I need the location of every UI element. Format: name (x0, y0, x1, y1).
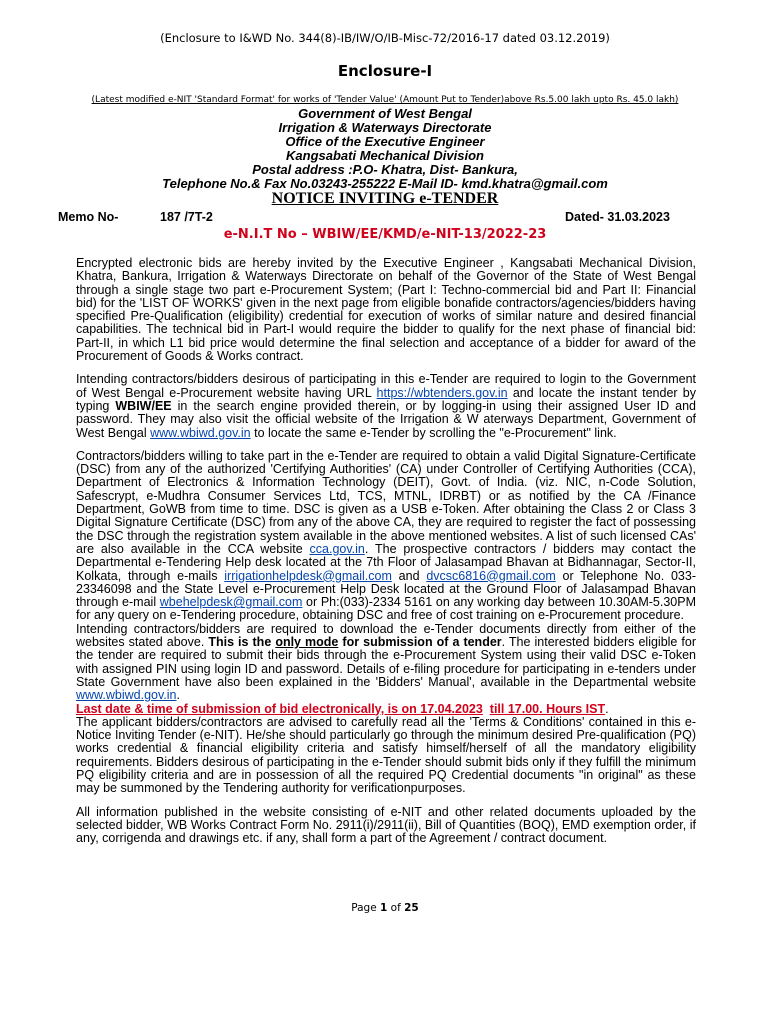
memo-label: Memo No- (58, 210, 119, 224)
header-contact: Telephone No.& Fax No.03243-255222 E-Mail ID- kmd.khatra@gmail.com (162, 176, 608, 191)
header-government: Government of West Bengal (298, 106, 472, 121)
memo-date: Dated- 31.03.2023 (565, 210, 670, 224)
memo-number: 187 /7T-2 (160, 210, 213, 224)
only-mode-emphasis: only mode (275, 635, 339, 650)
header-postal-address: Postal address :P.O- Khatra, Dist- Bankura, (252, 162, 518, 177)
notice-title: NOTICE INVITING e-TENDER (271, 190, 499, 207)
paragraph-invitation: Encrypted electronic bids are hereby invited by the Executive Engineer , Kangsabati Mechanical Division, Khatra, Bankura, Irrigation & Waterways Directorate on behalf of the Governor of the State of West Bengal through a single stage two part e-Procurement System; (Part I: Techno-commercial bid and Part II: Financial bid) for the 'LIST OF WORKS' given in the next page from eligible bonafide contractors/agencies/bidders having specified Pre-Qualification (eligibility) credential for execution of works of similar nature and desired financial capabilities. The technical bid in Part-I would require the bidder to qualify for the next phase of financial bid: Part-II, in which L1 bid price would determine the final selection and acceptance of a bidder for award of the Procurement of Goods & Works contract. (76, 256, 696, 364)
paragraph-dsc-requirements: Contractors/bidders willing to take part in the e-Tender are required to obtain a valid Digital Signature-Certificate (DSC) from any of the authorized 'Certifying Authorities' (CA) under Controller of Certifying Authorities (CCA), Department of Electronics & Information Technology (DEIT), Govt. of India. (viz. NIC, n-Code Solution, Safescrypt, e-Mudhra Consumer Services Ltd, TCS, MTNL, IDRBT) or as notified by the CA /Finance Department, GoWB from time to time. DSC is given as a USB e-Token. After obtaining the Class 2 or Class 3 Digital Signature Certificate (DSC) from any of the above CA, they are required to register the fact of possessing the DSC through the registration system available in the above mentioned websites. A list of such licensed CAs' are also available in the CCA website cca.gov.in. The prospective contractors / bidders may contact the Departmental e-Tendering Help desk located at the 7th Floor of Jalasampad Bhavan at Bidhannagar, Sector-II, Kolkata, through e-mails irrigationhelpdesk@gmail.com and dvcsc6816@gmail.com or Telephone No. 033-23346098 and the State Level e-Procurement Help Desk located at the Ground Floor of Jalasampad Bhavan through e-mail wbehelpdesk@gmail.com or Ph:(033)-2334 5161 on any working day between 10.30AM-5.30PM for any query on e-Tendering procedure, obtaining DSC and free of cost training on e-Procurement procedure. (76, 448, 696, 623)
paragraph-agreement-documents: All information published in the website consisting of e-NIT and other related documents uploaded by the selected bidder, WB Works Contract Form No. 2911(i)/2911(ii), Bill of Quantities (BOQ), EMD exemption order, if any, corrigenda and drawings etc. if any, shall form a part of the Agreement / contract document. (76, 804, 696, 846)
dvcsc-email-link[interactable]: dvcsc6816@gmail.com (426, 568, 556, 583)
wbtenders-link[interactable]: https://wbtenders.gov.in (376, 385, 508, 400)
nit-number: e-N.I.T No – WBIW/EE/KMD/e-NIT-13/2022-23 (223, 227, 547, 242)
enclosure-title: Enclosure-I (337, 62, 433, 80)
cca-link[interactable]: cca.gov.in (309, 541, 365, 556)
paragraph-download-instructions: Intending contractors/bidders are required to download the e-Tender documents directly from either of the websites stated above. This is the only mode for submission of a tender. The interested bidders eligible for the tender are required to submit their bids through the e-Procurement System using their valid DSC e-Token with assigned PIN using login ID and password. Details of e-filing procedure for participating in e-tenders under State Government have also been explained in the 'Bidders' Manual', available in the Departmental website www.wbiwd.gov.in. (76, 621, 696, 703)
header-directorate: Irrigation & Waterways Directorate (278, 120, 492, 135)
page-number: Page 1 of 25 (351, 902, 419, 914)
paragraph-login-instructions: Intending contractors/bidders desirous of participating in this e-Tender are required to login to the Government of West Bengal e-Procurement website having URL https://wbtenders.gov.in and locate the instant tender by typing WBIW/EE in the search engine provided therein, or by logging-in using their assigned User ID and password. They may also visit the official website of the Irrigation & W aterways Department, Government of West Bengal www.wbiwd.gov.in to locate the same e-Tender by scrolling the "e-Procurement" link. (76, 372, 696, 440)
latest-format-note: (Latest modified e-NIT 'Standard Format' for works of 'Tender Value' (Amount Put to Tender)above Rs.5.00 lakh upto Rs. 45.0 lakh) (91, 95, 679, 105)
header-division: Kangsabati Mechanical Division (286, 148, 484, 163)
irrigation-helpdesk-email-link[interactable]: irrigationhelpdesk@gmail.com (224, 568, 392, 583)
search-keyword: WBIW/EE (115, 398, 172, 413)
paragraph-terms-advice: The applicant bidders/contractors are advised to carefully read all the 'Terms & Conditions' contained in this e-Notice Inviting Tender (e-NIT). He/she should particularly go through the minimum desired Pre-qualification (PQ) works credential & financial eligibility criteria and satisfy himself/herself of all the mandatory eligibility requirements. Bidders desirous of participating in the e-Tender should submit bids only if they fulfill the minimum PQ eligibility criteria and are in possession of all the required PQ Credential documents "in original" as these may be summoned by the Tendering authority for verificationpurposes. (76, 714, 696, 796)
wbiwd-manual-link[interactable]: www.wbiwd.gov.in (76, 688, 177, 703)
wbiwd-link[interactable]: www.wbiwd.gov.in (150, 425, 251, 440)
wbe-helpdesk-email-link[interactable]: wbehelpdesk@gmail.com (159, 595, 303, 610)
header-office: Office of the Executive Engineer (285, 134, 485, 149)
last-date-notice: Last date & time of submission of bid electronically, is on 17.04.2023 till 17.00. Hours IST. (76, 701, 609, 716)
notice-body (76, 257, 696, 845)
enclosure-reference: (Enclosure to I&WD No. 344(8)-IB/IW/O/IB-Misc-72/2016-17 dated 03.12.2019) (160, 31, 610, 45)
